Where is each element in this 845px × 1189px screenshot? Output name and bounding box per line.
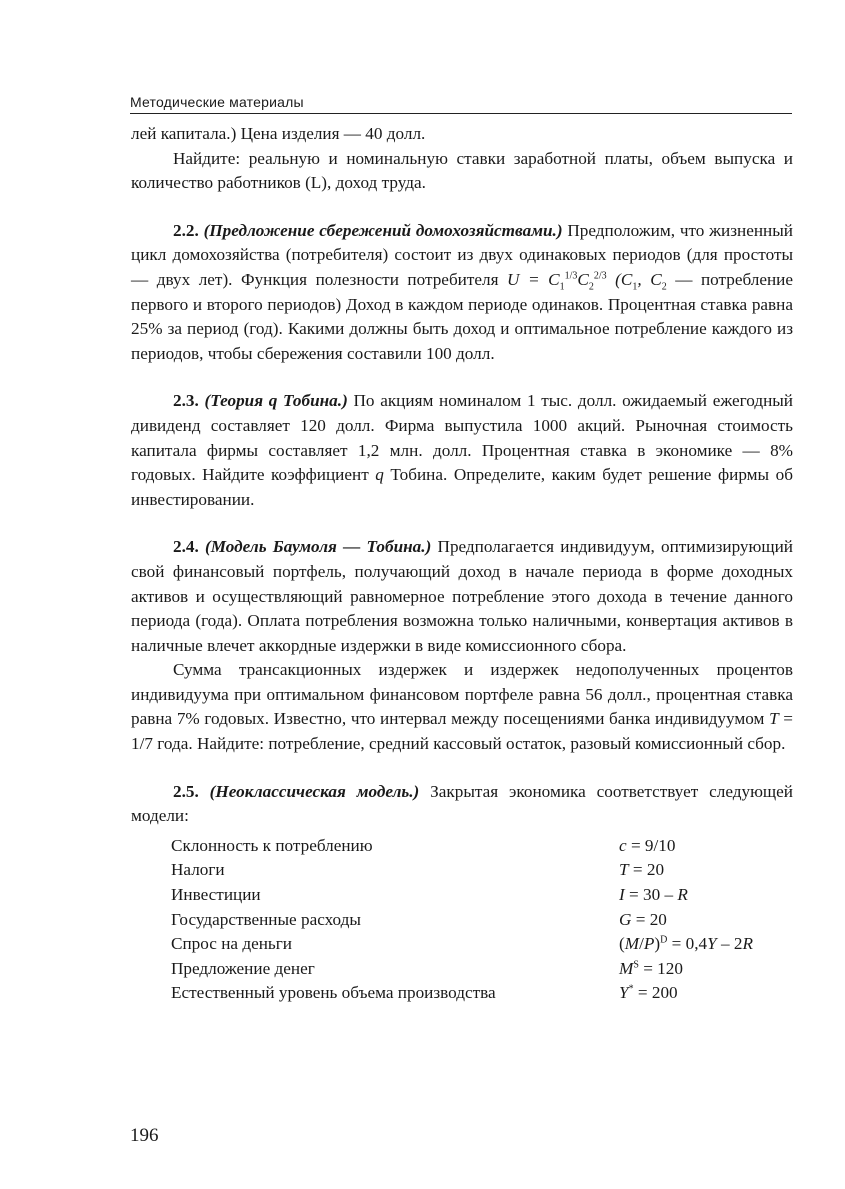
task-2-2 bbox=[131, 219, 793, 367]
model-value: T = 20 bbox=[619, 860, 665, 880]
model-label: Естественный уровень объема производства bbox=[171, 983, 496, 1003]
model-value: G = 20 bbox=[619, 909, 667, 929]
t-symbol: T bbox=[769, 709, 779, 729]
formula-sub: 2 bbox=[588, 281, 594, 293]
page-body bbox=[131, 122, 793, 1006]
model-row bbox=[171, 858, 753, 883]
running-header: Методические материалы bbox=[130, 94, 792, 114]
model-label: Склонность к потреблению bbox=[171, 835, 373, 855]
task-2-3 bbox=[131, 389, 793, 512]
task-text: По акциям номиналом 1 тыс. долл. ожидаемый ежегодный дивиденд составляет 120 долл. Фирма выпустила 1000 акций. Рыночная стоимость капитала фирмы составляет 1,2 млн. долл. Процентная ставка в экономике — 8% годовых. Найдите коэффициент bbox=[131, 391, 794, 485]
task-2-4 bbox=[131, 535, 793, 658]
model-label: Налоги bbox=[171, 860, 225, 880]
intro-question: Найдите: реальную и номинальную ставки заработной платы, объем выпуска и количество работников (L), доход труда. bbox=[131, 148, 793, 193]
intro-line: лей капитала.) Цена изделия — 40 долл. bbox=[131, 124, 426, 143]
task-number: 2.5. bbox=[173, 781, 199, 801]
task-text: Предположим, что жизненный цикл домохозяйства (потребителя) состоит из двух одинаковых периодов (для простоты — двух лет). Функция полезности потребителя bbox=[131, 220, 793, 289]
task-2-5 bbox=[131, 780, 793, 829]
task-title: (Теория q Тобина.) bbox=[204, 391, 348, 411]
model-row bbox=[171, 883, 753, 908]
formula-c2-label: , C bbox=[637, 269, 662, 289]
formula-u: U = C bbox=[507, 269, 560, 289]
model-row bbox=[171, 932, 753, 957]
formula-c2: C bbox=[577, 269, 589, 289]
model-row bbox=[171, 957, 753, 982]
task-title: (Неоклассическая модель.) bbox=[209, 781, 420, 801]
model-label: Спрос на деньги bbox=[171, 934, 292, 954]
page-number: 196 bbox=[130, 1125, 159, 1146]
task-text: — потребление первого и второго периодов) Доход в каждом периоде одинаков. Процентная ставка равна 25% за период (год). Какими должны быть доход и оптимальное потребление каждого из периодов, чтобы сбережения составили 100 долл. bbox=[131, 269, 794, 363]
task-title: (Предложение сбережений домохозяйствами.) bbox=[203, 220, 563, 240]
model-row bbox=[171, 908, 753, 933]
model-label: Предложение денег bbox=[171, 958, 315, 978]
formula-sub: 2 bbox=[661, 281, 667, 293]
model-table bbox=[171, 834, 753, 1006]
model-value: $M^S = 120$ bbox=[619, 958, 683, 978]
task-number: 2.4. bbox=[173, 537, 199, 557]
task-text: = 1/7 года. Найдите: потребление, средний кассовый остаток, разовый комиссионный сбор. bbox=[131, 709, 793, 754]
model-label: Инвестиции bbox=[171, 885, 261, 905]
formula-sub: 1 bbox=[559, 281, 565, 293]
model-value: $(M/P)^D = 0,4Y - 2R$ bbox=[619, 934, 753, 954]
task-text: Сумма трансакционных издержек и издержек недополученных процентов индивидуума при оптимальном финансовом портфеле равна 56 долл., процентная ставка равна 7% годовых. Известно, что интервал между посещениями банка индивидуумом bbox=[131, 660, 793, 729]
formula-c1-label: (C bbox=[606, 269, 633, 289]
model-value: I = 30 – R bbox=[619, 885, 688, 905]
task-number: 2.3. bbox=[173, 391, 199, 411]
model-row bbox=[171, 834, 753, 859]
formula-sup: 2/3 bbox=[593, 270, 607, 282]
task-text: Закрытая экономика соответствует следующей модели: bbox=[131, 781, 793, 826]
model-value: Y* = 200 bbox=[619, 983, 678, 1003]
q-symbol: q bbox=[375, 465, 384, 485]
task-text: Предполагается индивидуум, оптимизирующий свой финансовый портфель, получающий доход в начале периода в форме доходных активов и осуществляющий равномерное потребление этого дохода в течение данного периода (года). Оплата потребления возможна только наличными, конвертация активов в наличные влечет аккордные издержки в виде комиссионного сбора. bbox=[131, 537, 793, 655]
model-row bbox=[171, 981, 753, 1006]
task-number: 2.2. bbox=[173, 220, 199, 240]
formula-sub: 1 bbox=[632, 281, 638, 293]
model-label: Государственные расходы bbox=[171, 909, 361, 929]
model-value: c = 9/10 bbox=[619, 835, 676, 855]
task-title: (Модель Баумоля — Тобина.) bbox=[205, 537, 432, 557]
task-text: Тобина. Определите, каким будет решение фирмы об инвестировании. bbox=[131, 465, 793, 509]
formula-sup: 1/3 bbox=[564, 270, 578, 282]
task-2-4-paragraph-2 bbox=[131, 658, 793, 756]
